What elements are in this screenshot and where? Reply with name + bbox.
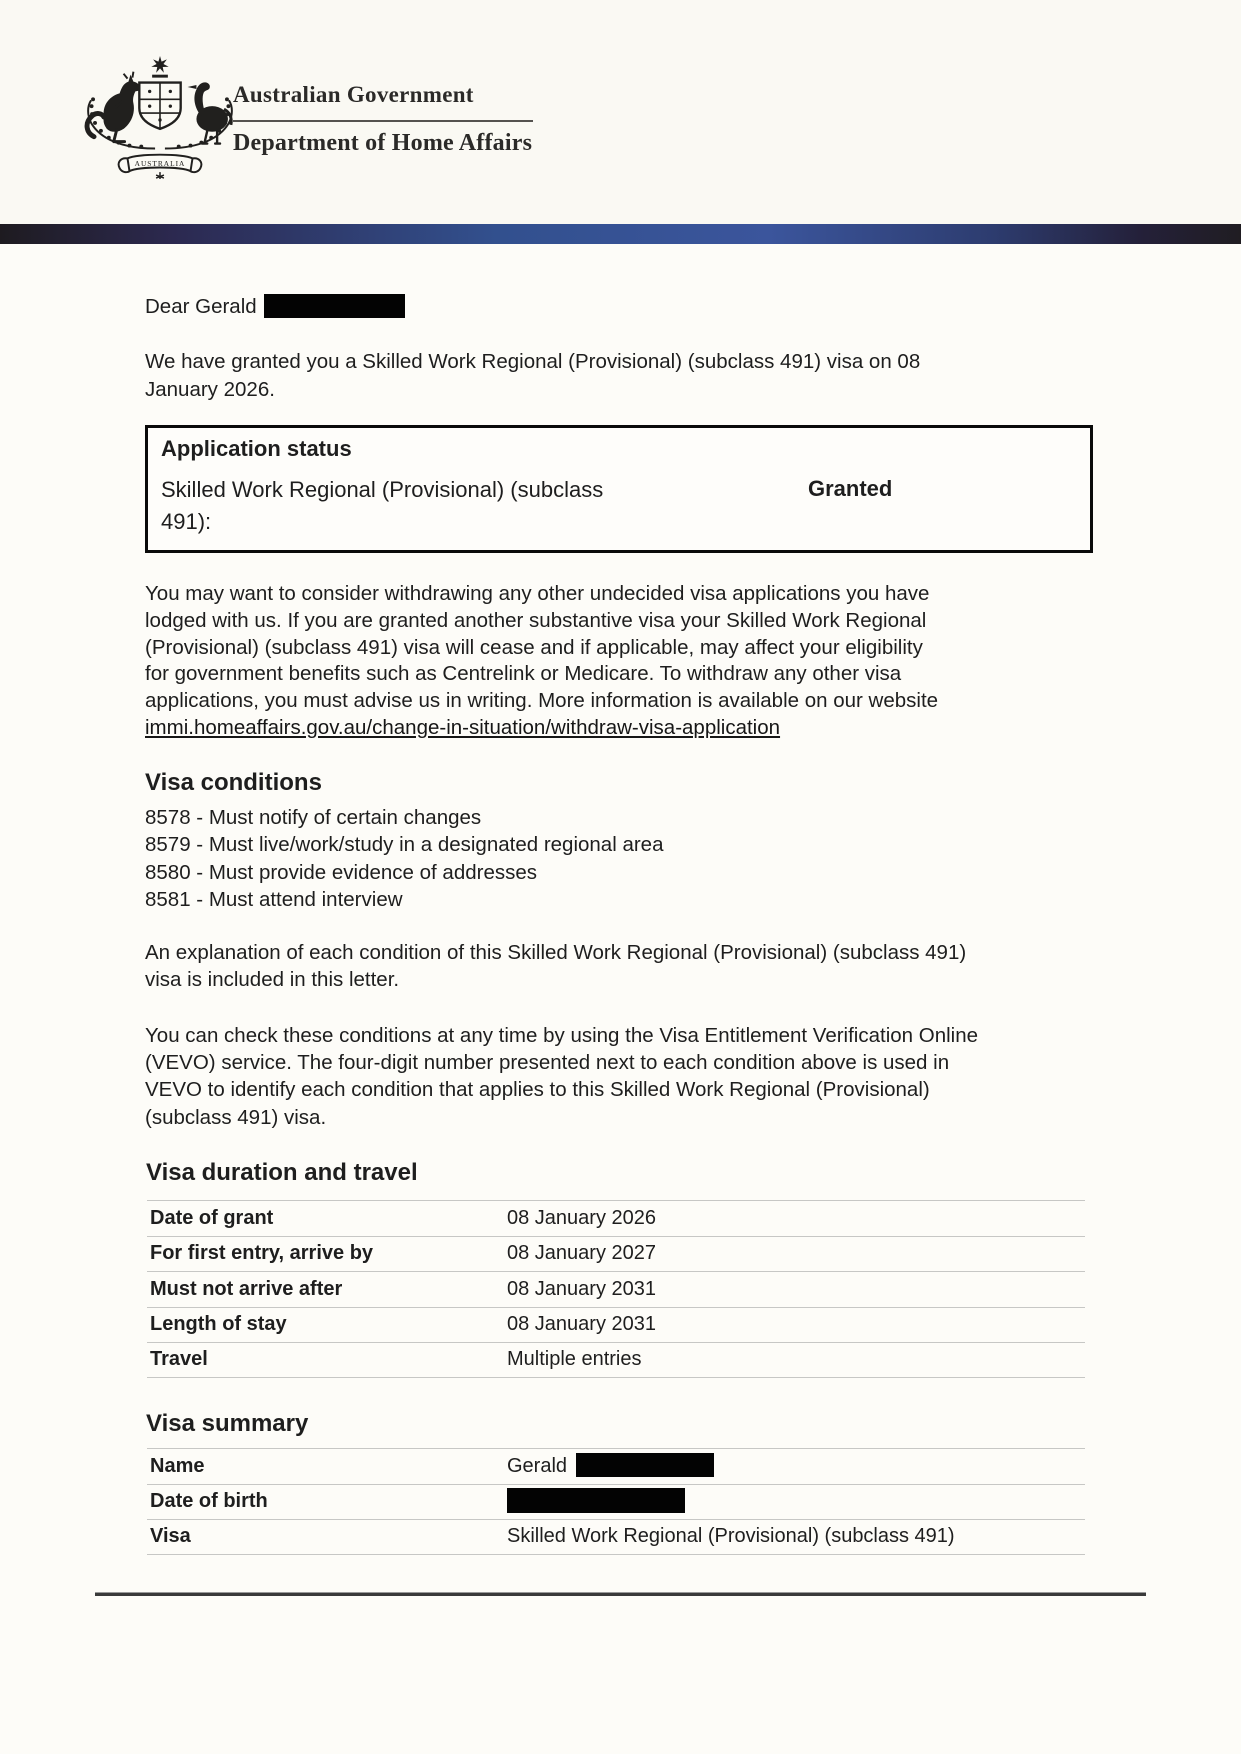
row-label: Travel [150,1348,208,1371]
row-label: Visa [150,1525,191,1548]
row-label: Date of birth [150,1490,268,1513]
paragraph-line: January 2026. [145,377,275,401]
paragraph-line: VEVO to identify each condition that applies to this Skilled Work Regional (Provisional) [145,1078,930,1102]
application-status-box [145,425,1093,553]
paragraph-line: You may want to consider withdrawing any other undecided visa applications you have [145,582,930,605]
letterhead-divider [233,120,533,122]
australia-banner [119,155,202,179]
header-gradient-bar [0,224,1241,244]
row-value: 08 January 2026 [507,1206,657,1229]
redaction-box-surname [264,294,405,318]
vevo-paragraph [145,1022,978,1131]
government-name: Australian Government [233,82,474,107]
application-status-title: Application status [161,436,352,461]
table-row [147,1484,1085,1520]
condition-item: 8581 - Must attend interview [145,888,403,912]
redaction-box-surname [576,1453,714,1477]
paragraph-line: An explanation of each condition of this Skilled Work Regional (Provisional) (subclass 491) [145,941,967,964]
visa-label-line: 491): [161,508,212,534]
table-row [147,1236,1085,1272]
redaction-box-date-of-birth [507,1488,685,1513]
paragraph-line: for government benefits such as Centrelink or Medicare. To withdraw any other visa [145,662,902,686]
row-label: Name [150,1454,205,1477]
star-icon [151,56,168,73]
visa-duration-heading: Visa duration and travel [146,1159,418,1186]
paragraph-line: lodged with us. If you are granted another substantive visa your Skilled Work Regional [145,608,927,632]
withdraw-paragraph [145,581,938,742]
paragraph-line: (Provisional) (subclass 491) visa will cease and if applicable, may affect your eligibility [145,635,923,659]
row-value: 08 January 2031 [507,1313,657,1336]
paragraph-line: applications, you must advise us in writing. More information is available on our website [145,689,939,713]
visa-conditions-list [145,804,664,914]
letterhead [0,0,1241,224]
conditions-explanation-paragraph [145,939,966,994]
name-first: Gerald [507,1454,568,1477]
visa-summary-table [147,1448,1085,1555]
application-status-visa-label [161,474,603,537]
condition-item: 8578 - Must notify of certain changes [145,806,482,829]
row-label: Length of stay [150,1313,287,1336]
paragraph-line: You can check these conditions at any time by using the Visa Entitlement Verification Online [145,1024,979,1047]
withdraw-visa-application-link[interactable]: immi.homeaffairs.gov.au/change-in-situation/withdraw-visa-application [145,715,781,739]
department-name: Department of Home Affairs [233,130,533,156]
visa-summary-heading: Visa summary [146,1410,309,1437]
status-granted-value: Granted [808,476,893,501]
row-value: Multiple entries [507,1348,642,1371]
row-label: For first entry, arrive by [150,1242,374,1265]
visa-label-line: Skilled Work Regional (Provisional) (subclass [161,477,604,502]
condition-item: 8580 - Must provide evidence of addresses [145,860,538,884]
emu-icon [188,82,232,143]
row-label: Date of grant [150,1206,274,1229]
row-value: 08 January 2027 [507,1242,657,1265]
paragraph-line: (subclass 491) visa. [145,1105,327,1129]
salutation-line [145,294,405,321]
row-value: 08 January 2031 [507,1277,657,1300]
row-label: Must not arrive after [150,1277,343,1300]
australian-coat-of-arms-icon [76,54,244,182]
grant-paragraph [145,348,920,403]
paragraph-line: (VEVO) service. The four-digit number presented next to each condition above is used in [145,1051,950,1075]
row-value: Skilled Work Regional (Provisional) (subclass 491) [507,1525,955,1548]
table-row [147,1307,1085,1343]
paragraph-line: We have granted you a Skilled Work Regional (Provisional) (subclass 491) visa on 08 [145,350,921,373]
table-row [147,1448,1085,1484]
paragraph-line: visa is included in this letter. [145,968,400,992]
table-row [147,1519,1085,1555]
table-row [147,1271,1085,1307]
salutation-text: Dear Gerald [145,295,257,318]
row-value [507,1490,1085,1513]
footer-divider [95,1592,1146,1596]
row-value [507,1455,1085,1478]
visa-conditions-heading: Visa conditions [145,769,322,796]
table-row [147,1342,1085,1378]
banner-label: AUSTRALIA [134,158,186,168]
table-row [147,1200,1085,1236]
condition-item: 8579 - Must live/work/study in a designated regional area [145,833,664,857]
kangaroo-icon [87,72,140,142]
visa-duration-table [147,1200,1085,1378]
